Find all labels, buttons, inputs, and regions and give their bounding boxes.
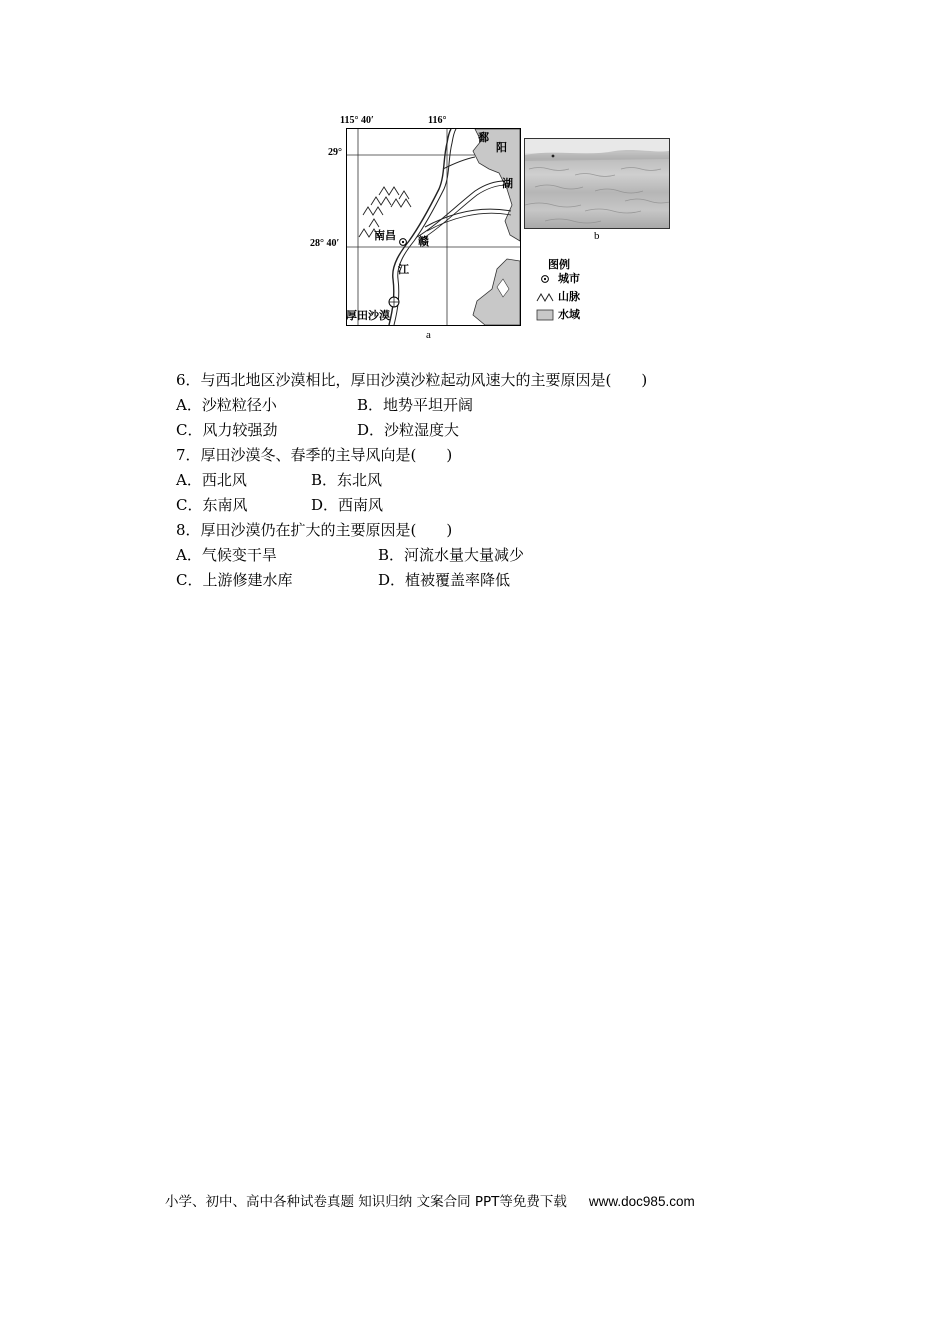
legend-title: 图例	[548, 258, 570, 271]
q6-option-a[interactable]: A．沙粒粒径小	[176, 396, 277, 414]
legend-label-city: 城市	[558, 272, 580, 285]
question-6-stem: 6．与西北地区沙漠相比，厚田沙漠沙粒起动风速大的主要原因是( )	[176, 371, 648, 389]
lake-char-yang: 阳	[496, 141, 507, 154]
map-drawing	[347, 129, 520, 325]
mountain-icon	[536, 290, 554, 304]
desert-photo-texture	[525, 139, 669, 228]
river-char-jiang: 江	[398, 263, 409, 276]
lake-char-hu: 湖	[502, 177, 513, 190]
q6-option-d[interactable]: D．沙粒湿度大	[357, 421, 460, 439]
map	[346, 128, 521, 326]
lat-label-28-40: 28° 40′	[310, 238, 340, 249]
footer-url-link[interactable]: www.doc985.com	[588, 1194, 695, 1209]
question-8-options-row-2	[176, 568, 776, 593]
desert-label-houtian: 厚田沙漠	[346, 309, 390, 322]
photo-caption: b	[594, 230, 600, 242]
map-caption: a	[426, 329, 431, 341]
lake-char-po: 鄱	[478, 131, 489, 144]
page-footer	[165, 1190, 695, 1210]
q7-option-d[interactable]: D．西南风	[311, 496, 384, 514]
river-branch-2-bank	[427, 213, 511, 231]
q6-option-b[interactable]: B．地势平坦开阔	[357, 396, 474, 414]
desert-photo	[524, 138, 670, 229]
q7-option-a[interactable]: A．西北风	[176, 471, 247, 489]
map-figure-a	[310, 112, 530, 344]
city-label-nanchang: 南昌	[374, 229, 396, 242]
footer-text: 小学、初中、高中各种试卷真题 知识归纳 文案合同 PPT等免费下载	[165, 1194, 567, 1210]
question-7-stem: 7．厚田沙漠冬、春季的主导风向是( )	[176, 446, 453, 464]
legend-label-water: 水域	[558, 308, 580, 321]
question-6-options-row-1	[176, 393, 776, 418]
river-char-gan: 赣	[418, 235, 429, 248]
figure	[310, 112, 690, 344]
legend-label-mountain: 山脉	[558, 290, 580, 303]
city-dot-icon	[536, 272, 554, 286]
river-branch-3	[443, 157, 475, 169]
q8-option-a[interactable]: A．气候变干旱	[176, 546, 277, 564]
q7-option-b[interactable]: B．东北风	[311, 471, 383, 489]
question-list	[176, 368, 776, 593]
question-7-options-row-2	[176, 493, 776, 518]
q6-option-c[interactable]: C．风力较强劲	[176, 421, 278, 439]
q8-option-b[interactable]: B．河流水量大量减少	[378, 546, 525, 564]
river-branch-2	[425, 209, 511, 227]
question-6-options-row-2	[176, 418, 776, 443]
q8-option-d[interactable]: D．植被覆盖率降低	[378, 571, 511, 589]
map-legend	[536, 256, 616, 326]
q8-option-c[interactable]: C．上游修建水库	[176, 571, 293, 589]
lon-label-115-40: 115° 40′	[340, 115, 374, 126]
southern-water	[473, 259, 520, 325]
question-7-options-row-1	[176, 468, 776, 493]
water-area-icon	[536, 308, 554, 322]
lon-label-116: 116°	[428, 115, 447, 126]
question-8-stem: 8．厚田沙漠仍在扩大的主要原因是( )	[176, 521, 453, 539]
q7-option-c[interactable]: C．东南风	[176, 496, 248, 514]
question-8-options-row-1	[176, 543, 776, 568]
lat-label-29: 29°	[328, 147, 342, 158]
